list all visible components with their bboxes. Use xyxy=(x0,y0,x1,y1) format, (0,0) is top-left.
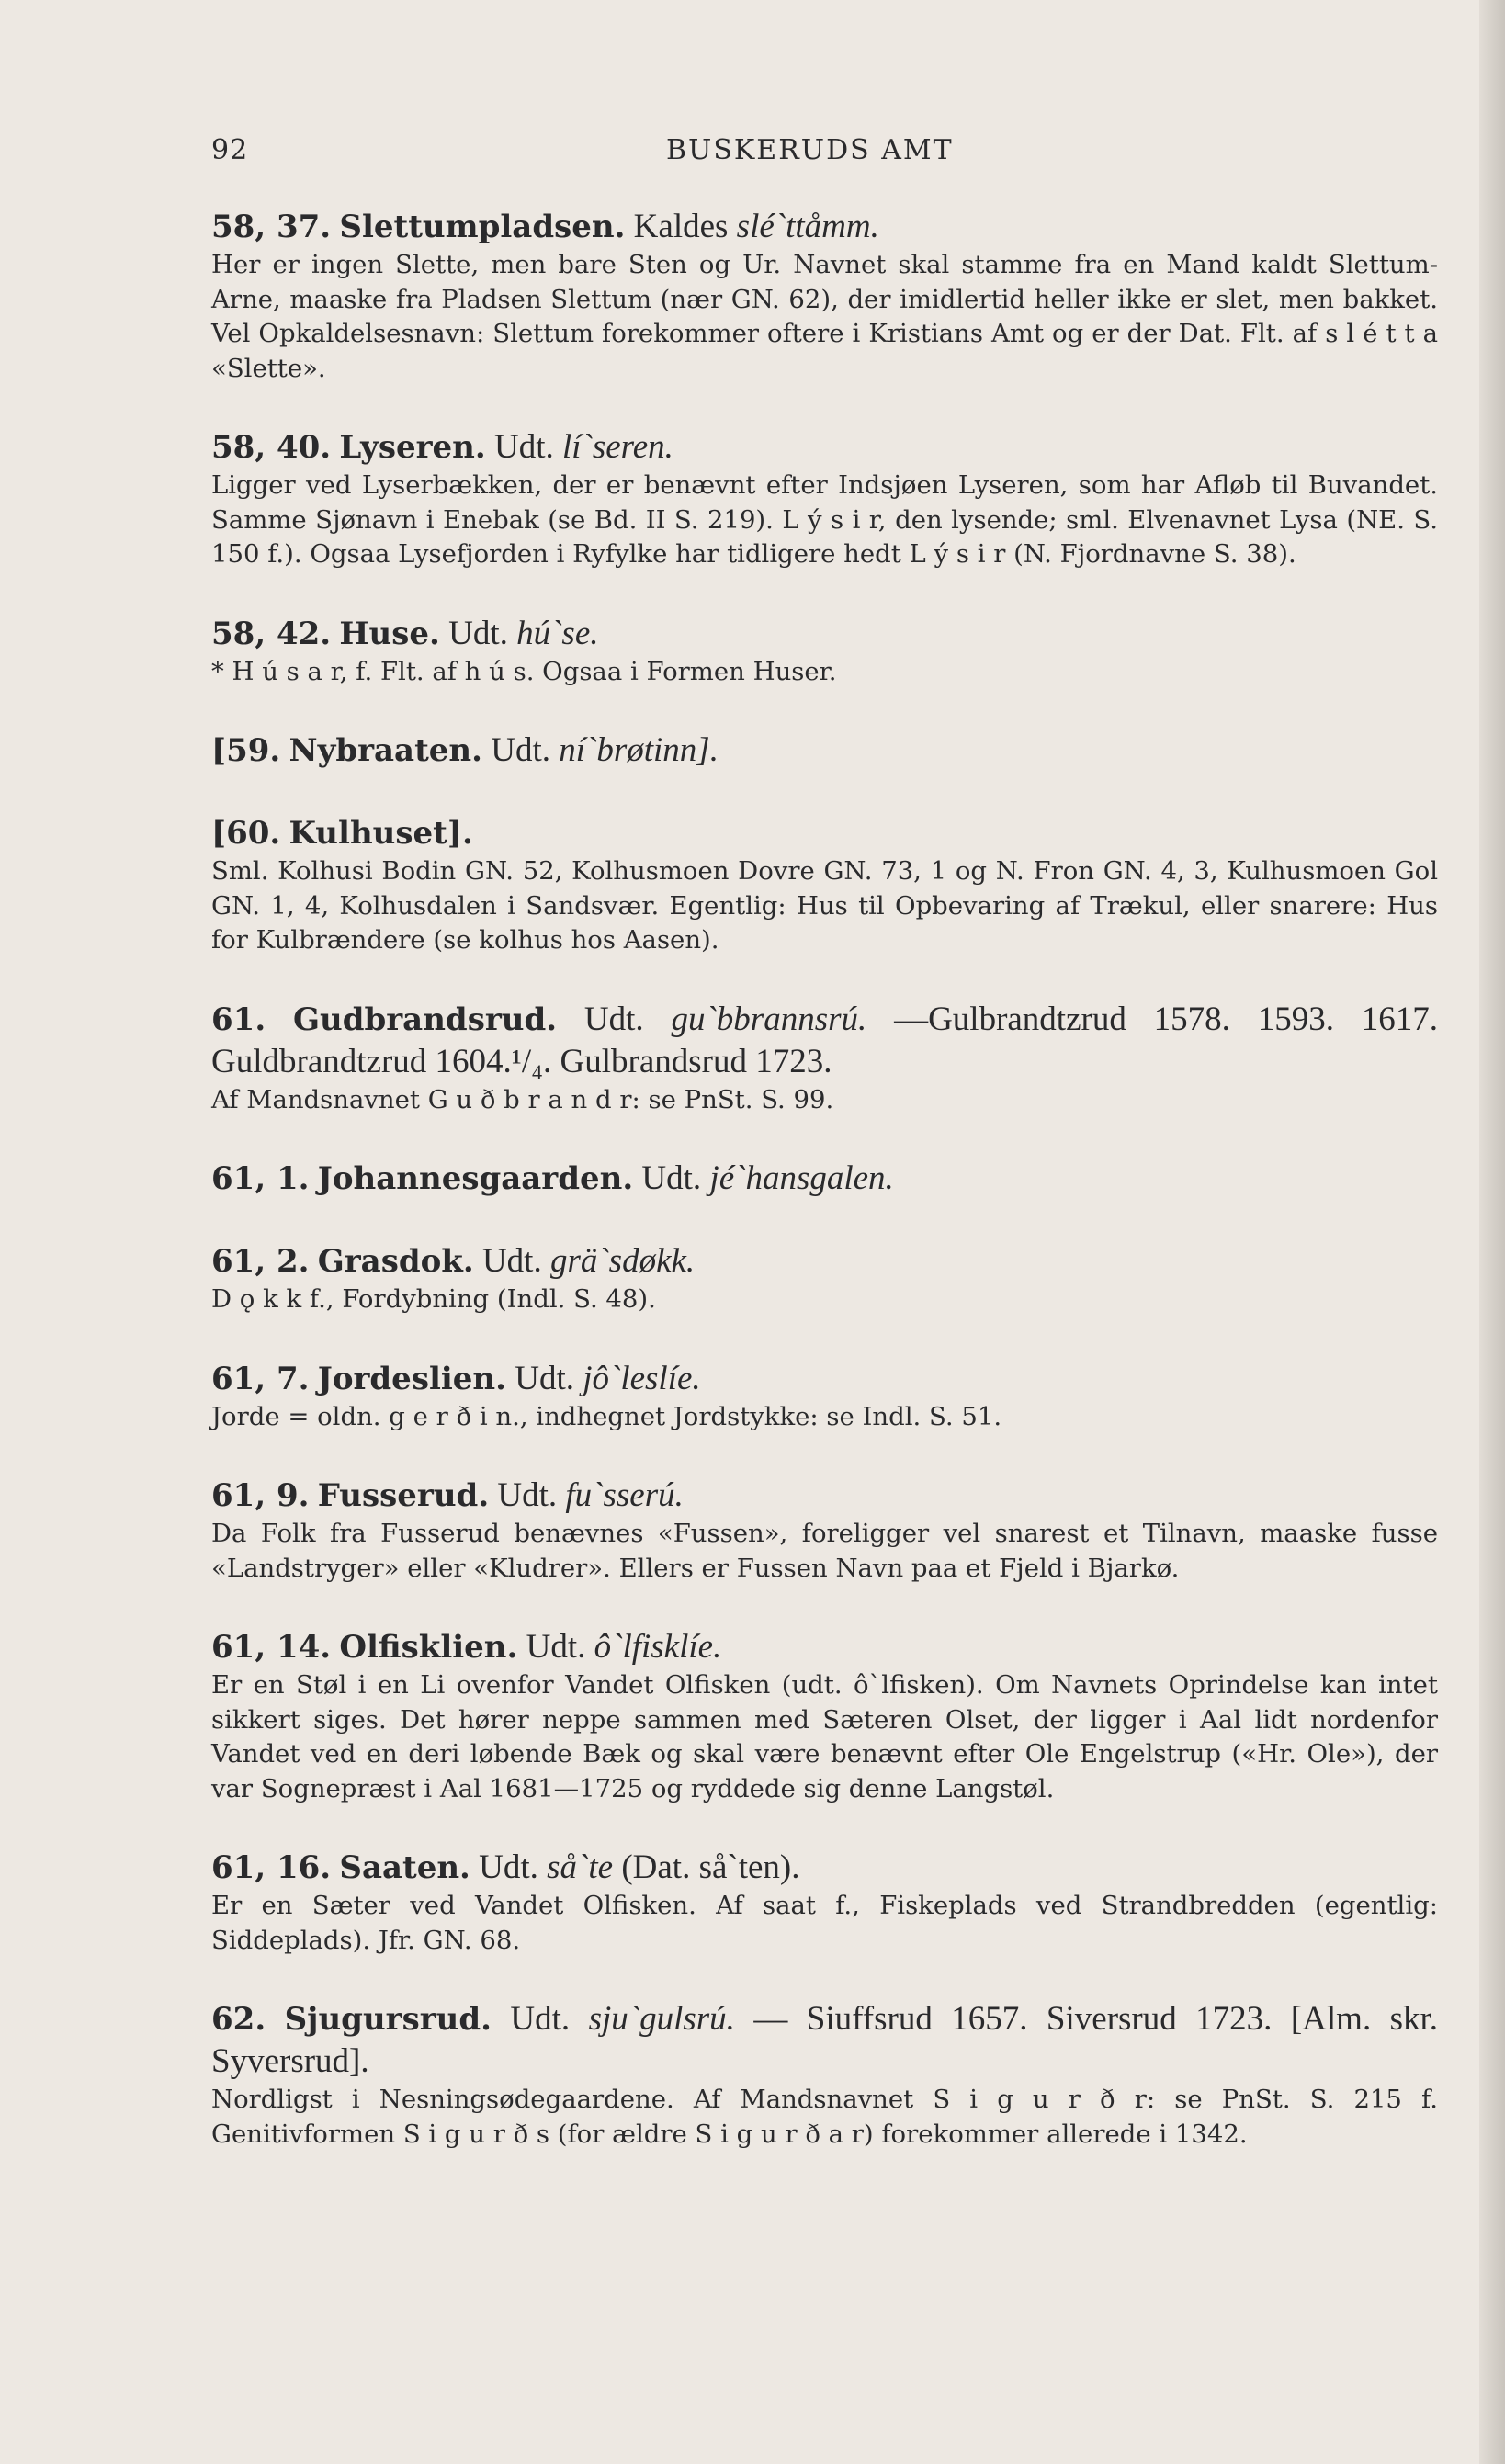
entry-pronunciation: hú`se. xyxy=(516,614,599,652)
running-title: BUSKERUDS AMT xyxy=(666,134,954,166)
entry-text xyxy=(211,1283,1438,1317)
entry-pronunciation: gu`bbrannsrú. xyxy=(671,1000,867,1038)
entry-number: [60. xyxy=(211,815,281,852)
entry-paragraph: Da Folk fra Fusserud benævnes «Fussen», foreligger vel snarest et Tilnavn, maaske fusse «Landstryger» eller «Kludrer». Ellers er Fussen Navn paa et Fjeld i Bjarkø. xyxy=(211,1519,1438,1583)
entry-number: 61. xyxy=(211,1000,266,1038)
entry-udt: Udt. xyxy=(497,1476,558,1514)
entry-pronunciation: slé`ttåmm. xyxy=(736,208,879,245)
entry-name: Grasdok. xyxy=(317,1243,474,1280)
entry-paragraph: Er en Sæter ved Vandet Olfisken. Af saat f., Fiskeplads ved Strandbredden (egentlig: Siddeplads). Jfr. GN. 68. xyxy=(211,1891,1438,1955)
entry-number: [59. xyxy=(211,732,281,769)
entry-number: 61, 16. xyxy=(211,1849,332,1886)
entry-paragraph: D ǫ k k f., Fordybning (Indl. S. 48). xyxy=(211,1284,656,1314)
entry xyxy=(211,613,1438,690)
entry-pronunciation: grä`sdøkk. xyxy=(549,1242,696,1280)
entry-pronunciation: lí`seren. xyxy=(561,428,673,466)
entry-name: Olfisklien. xyxy=(339,1629,518,1666)
entry-heading xyxy=(211,426,1438,469)
entry-udt: Udt. xyxy=(526,1628,586,1666)
entry-name: Lyseren. xyxy=(339,429,486,466)
entry-text xyxy=(211,655,1438,690)
entry-heading xyxy=(211,1158,1438,1200)
entry-name: Jordeslien. xyxy=(317,1360,506,1397)
entry-number: 61, 14. xyxy=(211,1629,332,1666)
entry-dative-form: (Dat. så`ten). xyxy=(621,1848,800,1886)
entry xyxy=(211,1626,1438,1806)
entry-heading xyxy=(211,206,1438,248)
entry-paragraph: * H ú s a r, f. Flt. af h ú s. Ogsaa i Formen Huser. xyxy=(211,656,837,686)
entry xyxy=(211,206,1438,386)
entry-text xyxy=(211,1889,1438,1958)
entry xyxy=(211,1998,1438,2152)
entry-text xyxy=(211,1517,1438,1586)
entry-historical-forms: — Siuffsrud 1657. Siversrud 1723. [Alm. skr. Syversrud]. xyxy=(211,2000,1439,2080)
entry-number: 61, 1. xyxy=(211,1160,310,1197)
entry xyxy=(211,1358,1438,1435)
entry-udt: Udt. xyxy=(515,1359,574,1397)
entry-text xyxy=(211,469,1438,572)
entry-paragraph: Nordligst i Nesningsødegaardene. Af Mandsnavnet S i g u r ð r: se PnSt. S. 215 f. Genitivformen S i g u r ð s (for ældre S i g u r ð a r) forekommer allerede i 1342. xyxy=(211,2085,1438,2149)
entry-udt: Udt. xyxy=(641,1159,702,1197)
entry-name: Fusserud. xyxy=(317,1477,490,1514)
entry-name: Sjugursrud. xyxy=(284,2001,492,2038)
entry-heading xyxy=(211,613,1438,655)
entry-name: Huse. xyxy=(339,615,440,652)
entry-heading xyxy=(211,1358,1438,1400)
entry-heading xyxy=(211,1998,1438,2083)
entry-heading xyxy=(211,812,1438,854)
entry-historical-forms: —Gulbrandtzrud 1578. 1593. 1617. Guldbrandtzrud 1604.¹/₄. Gulbrandsrud 1723. xyxy=(211,1000,1439,1080)
document-page xyxy=(211,129,1438,2152)
entry-text xyxy=(211,1400,1438,1435)
entry-text xyxy=(211,2083,1438,2152)
entry-pronunciation: sju`gulsrú. xyxy=(588,2000,735,2038)
entry-udt: Kaldes xyxy=(633,208,729,245)
entry-number: 58, 42. xyxy=(211,615,332,652)
entry xyxy=(211,1475,1438,1586)
entry-paragraph: Her er ingen Slette, men bare Sten og Ur. Navnet skal stamme fra en Mand kaldt Slettum-Arne, maaske fra Pladsen Slettum (nær GN. 62), der imidlertid heller ikke er slet, men bakket. Vel Opkaldelsesnavn: Slettum forekommer oftere i Kristians Amt og er der Dat. Flt. af s l é t t a «Slette». xyxy=(211,250,1438,383)
entry-heading xyxy=(211,729,1438,772)
entry-text xyxy=(211,248,1438,386)
entry-number: 58, 40. xyxy=(211,429,332,466)
entry-paragraph: Jorde = oldn. g e r ð i n., indhegnet Jordstykke: se Indl. S. 51. xyxy=(211,1401,1002,1431)
entry-name: Nybraaten. xyxy=(289,732,482,769)
entry-udt: Udt. xyxy=(479,1848,538,1886)
entry-number: 61, 7. xyxy=(211,1360,310,1397)
entry-udt: Udt. xyxy=(583,1000,644,1038)
entry-name: Kulhuset]. xyxy=(289,815,473,852)
entry-number: 61, 9. xyxy=(211,1477,310,1514)
entry-pronunciation: jé`hansgalen. xyxy=(709,1159,894,1197)
entry-heading xyxy=(211,1240,1438,1283)
page-edge-shadow xyxy=(1479,0,1505,2464)
entry xyxy=(211,999,1438,1118)
entry-udt: Udt. xyxy=(510,2000,571,2038)
entry-udt: Udt. xyxy=(491,731,550,769)
entry-pronunciation: jô`leslíe. xyxy=(583,1359,701,1397)
entry xyxy=(211,729,1438,772)
entry-heading xyxy=(211,999,1438,1083)
entry xyxy=(211,426,1438,572)
entry xyxy=(211,1158,1438,1200)
entry-udt: Udt. xyxy=(448,614,508,652)
entry-udt: Udt. xyxy=(493,428,554,466)
entry-heading xyxy=(211,1475,1438,1517)
entry-pronunciation: fu`sserú. xyxy=(565,1476,684,1514)
entry-paragraph: Af Mandsnavnet G u ð b r a n d r: se PnSt. S. 99. xyxy=(211,1084,834,1114)
entry-number: 61, 2. xyxy=(211,1243,310,1280)
entry xyxy=(211,1847,1438,1958)
entry-paragraph: Sml. Kolhusi Bodin GN. 52, Kolhusmoen Dovre GN. 73, 1 og N. Fron GN. 4, 3, Kulhusmoen Gol GN. 1, 4, Kolhusdalen i Sandsvær. Egentlig: Hus til Opbevaring af Trækul, eller snarere: Hus for Kulbrændere (se kolhus hos Aasen). xyxy=(211,856,1438,955)
entry-paragraph: Er en Støl i en Li ovenfor Vandet Olfisken (udt. ô`lfisken). Om Navnets Oprindelse kan intet sikkert siges. Det hører neppe sammen med Sæteren Olset, der ligger i Aal lidt nordenfor Vandet ved en deri løbende Bæk og skal være benævnt efter Ole Engelstrup («Hr. Ole»), der var Sognepræst i Aal 1681—1725 og ryddede sig denne Langstøl. xyxy=(211,1670,1438,1803)
entry-paragraph: Ligger ved Lyserbækken, der er benævnt efter Indsjøen Lyseren, som har Afløb til Buvandet. Samme Sjønavn i Enebak (se Bd. II S. 219). L ý s i r, den lysende; sml. Elvenavnet Lysa (NE. S. 150 f.). Ogsaa Lysefjorden i Ryfylke har tidligere hedt L ý s i r (N. Fjordnavne S. 38). xyxy=(211,470,1438,569)
entry-pronunciation: så`te xyxy=(547,1848,614,1886)
running-header xyxy=(211,129,1438,169)
entry-number: 58, 37. xyxy=(211,209,332,245)
entry-pronunciation: ní`brøtinn]. xyxy=(559,731,719,769)
entry-name: Gudbrandsrud. xyxy=(292,1000,558,1038)
entry xyxy=(211,812,1438,958)
entry-text xyxy=(211,1083,1438,1118)
entry-name: Johannesgaarden. xyxy=(317,1160,634,1197)
entry-text xyxy=(211,854,1438,958)
entry-pronunciation: ô`lfisklíe. xyxy=(594,1628,722,1666)
entry xyxy=(211,1240,1438,1317)
entry-text xyxy=(211,1668,1438,1806)
entry-heading xyxy=(211,1847,1438,1889)
entry-heading xyxy=(211,1626,1438,1668)
entry-name: Saaten. xyxy=(339,1849,470,1886)
entry-name: Slettumpladsen. xyxy=(339,209,626,245)
entry-udt: Udt. xyxy=(481,1242,542,1280)
entry-number: 62. xyxy=(211,2001,266,2038)
page-number: 92 xyxy=(211,134,249,166)
